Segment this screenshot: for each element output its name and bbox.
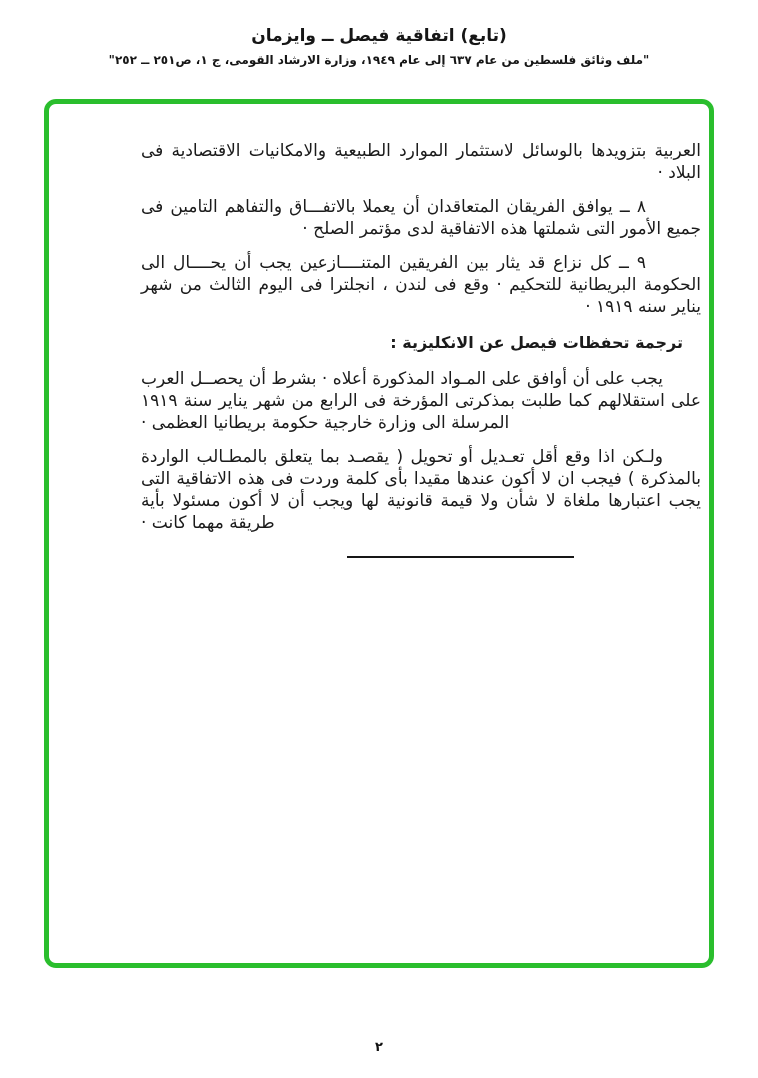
document-source-citation: "ملف وثائق فلسطين من عام ٦٣٧ إلى عام ١٩٤٩، وزارة الارشاد القومى، ج ١، ص٢٥١ ــ ٢٥٢" bbox=[108, 53, 650, 67]
paragraph-reservation-2: ولـكن اذا وقع أقل تعـديل أو تحويل ( يقصـد بما يتعلق بالمطـالب الواردة بالمذكرة ) فيجب ان لا أكون عندها مقيدا بأى كلمة وردت فى هذه الاتفاقية التى يجب اعتبارها ملغاة لا شأن ولا قيمة قانونية لها ويجب أن لا أكون مسئولا بأية طريقة مهما كانت · bbox=[141, 447, 701, 533]
paragraph-reservation-1: يجب على أن أوافق على المـواد المذكورة أعلاه · بشرط أن يحصــل العرب على استقلالهم كما طلبت بمذكرتى المؤرخة فى الرابع من شهر يناير سنة ١٩١٩ المرسلة الى وزارة خارجية حكومة بريطانيا العظمى · bbox=[141, 369, 701, 433]
paragraph-continuation: العربية بتزويدها بالوسائل لاستثمار الموارد الطبيعية والامكانيات الاقتصادية فى البلاد · bbox=[141, 141, 701, 183]
document-body bbox=[141, 140, 701, 558]
document-frame bbox=[44, 99, 714, 968]
page-number: ٢ bbox=[375, 1040, 383, 1055]
section-heading-translation: ترجمة تحفظات فيصل عن الانكليزية : bbox=[390, 333, 683, 352]
page-header bbox=[0, 26, 758, 67]
end-divider-line bbox=[347, 556, 574, 558]
document-title: (تابع) اتفاقية فيصل ــ وايزمان bbox=[251, 26, 507, 46]
paragraph-clause-8: ٨ ــ يوافق الفريقان المتعاقدان أن يعملا بالاتفـــاق والتفاهم التامين فى جميع الأمور التى شملتها هذه الاتفاقية لدى مؤتمر الصلح · bbox=[141, 197, 701, 239]
paragraph-clause-9: ٩ ــ كل نزاع قد يثار بين الفريقين المتنــــازعين يجب أن يحــــال الى الحكومة البريطانية للتحكيم · وقع فى لندن ، انجلترا فى اليوم الثالث من شهر يناير سنه ١٩١٩ · bbox=[141, 253, 701, 317]
